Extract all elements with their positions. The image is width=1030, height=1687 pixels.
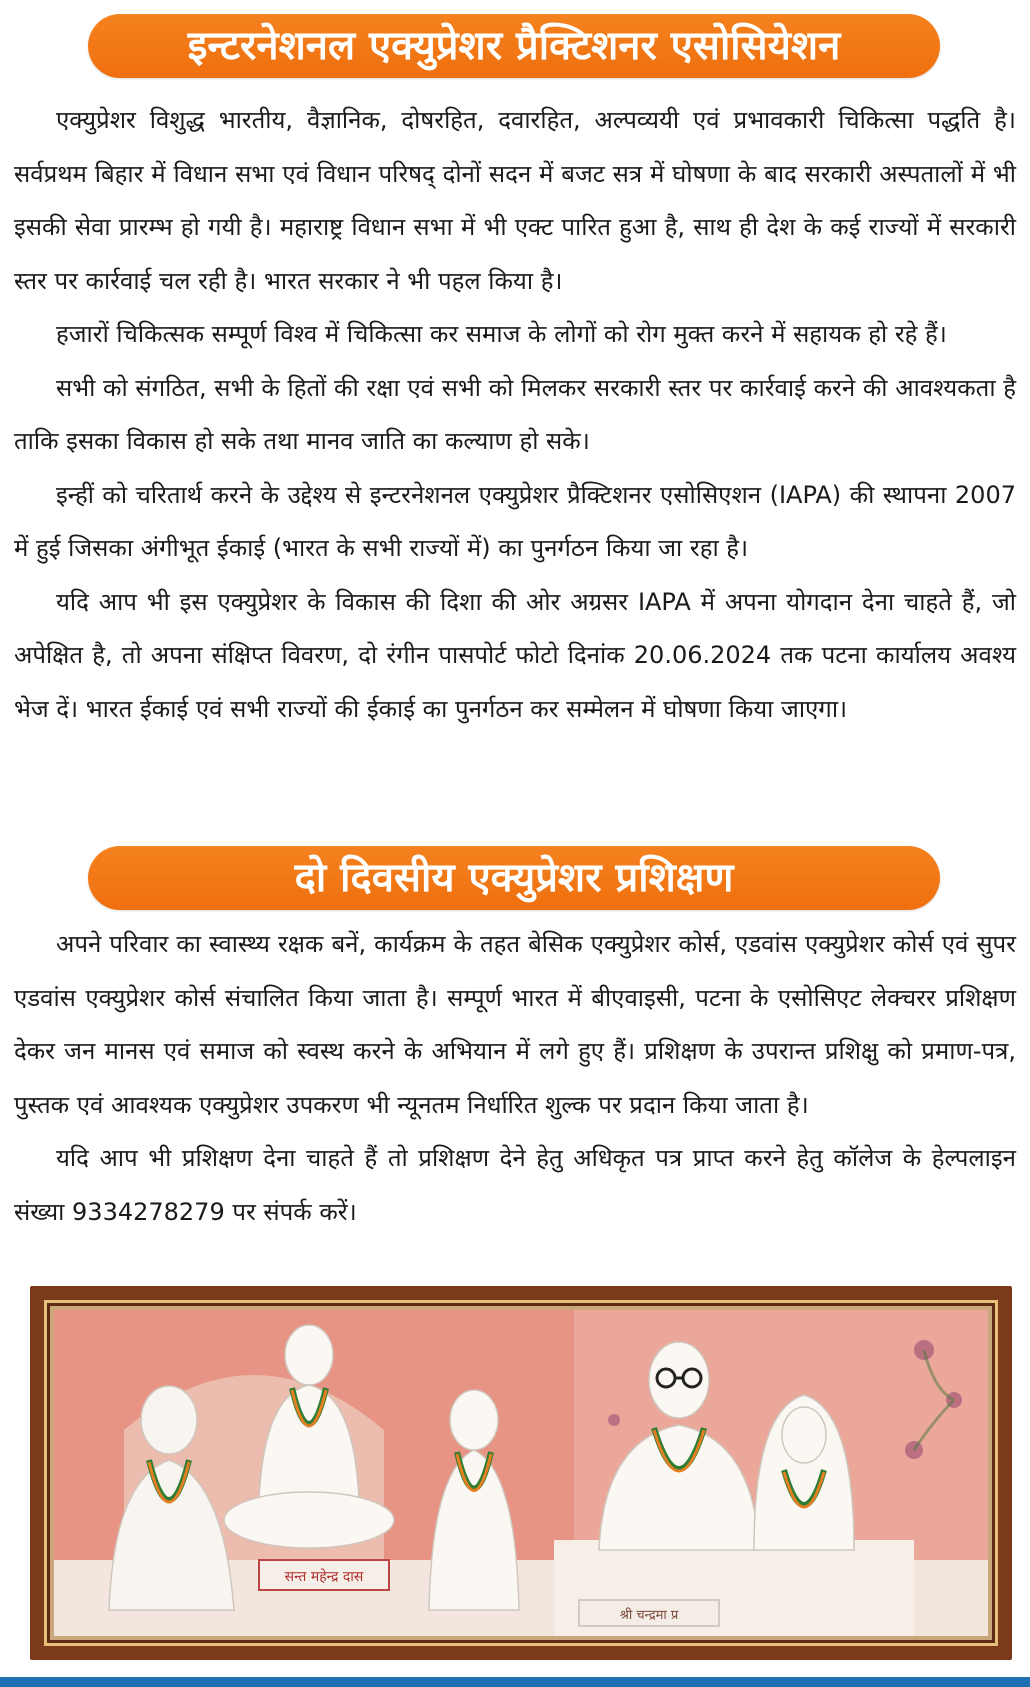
association-text xyxy=(14,94,1016,736)
paragraph: यदि आप भी इस एक्युप्रेशर के विकास की दिशा की ओर अग्रसर IAPA में अपना योगदान देना चाहते हैं, जो अपेक्षित है, तो अपना संक्षिप्त विवरण, दो रंगीन पासपोर्ट फोटो दिनांक 20.06.2024 तक पटना कार्यालय अवश्य भेज दें। भारत ईकाई एवं सभी राज्यों की ईकाई का पुनर्गठन कर सम्मेलन में घोषणा किया जाएगा। xyxy=(14,587,1016,723)
plaque-right-text: श्री चन्द्रमा प्र xyxy=(619,1608,679,1623)
paragraph: इन्हीं को चरितार्थ करने के उद्देश्य से इन्टरनेशनल एक्युप्रेशर प्रैक्टिशनर एसोसिएशन (IAPA) की स्थापना 2007 में हुई जिसका अंगीभूत ईकाई (भारत के सभी राज्यों में) का पुनर्गठन किया जा रहा है। xyxy=(14,480,1016,562)
paragraph: यदि आप भी प्रशिक्षण देना चाहते हैं तो प्रशिक्षण देने हेतु अधिकृत पत्र प्राप्त करने हेतु कॉलेज के हेल्पलाइन संख्या 9334278279 पर संपर्क करें। xyxy=(14,1144,1016,1226)
statues-photo xyxy=(30,1286,1012,1660)
paragraph: सभी को संगठित, सभी के हितों की रक्षा एवं सभी को मिलकर सरकारी स्तर पर कार्रवाई करने की आवश्यकता है ताकि इसका विकास हो सके तथा मानव जाति का कल्याण हो सके। xyxy=(14,373,1016,455)
section-heading-association: इन्टरनेशनल एक्युप्रेशर प्रैक्टिशनर एसोसियेशन xyxy=(88,14,940,78)
paragraph: एक्युप्रेशर विशुद्ध भारतीय, वैज्ञानिक, दोषरहित, दवारहित, अल्पव्ययी एवं प्रभावकारी चिकित्सा पद्धति है। सर्वप्रथम बिहार में विधान सभा एवं विधान परिषद् दोनों सदन में बजट सत्र में घोषणा के बाद सरकारी अस्पतालों में भी इसकी सेवा प्रारम्भ हो गयी है। महाराष्ट्र विधान सभा में भी एक्ट पारित हुआ है, साथ ही देश के कई राज्यों में सरकारी स्तर पर कार्रवाई चल रही है। भारत सरकार ने भी पहल किया है। xyxy=(14,106,1016,295)
statues-illustration xyxy=(54,1310,988,1636)
paragraph: अपने परिवार का स्वास्थ्य रक्षक बनें, कार्यक्रम के तहत बेसिक एक्युप्रेशर कोर्स, एडवांस एक्युप्रेशर कोर्स एवं सुपर एडवांस एक्युप्रेशर कोर्स संचालित किया जाता है। सम्पूर्ण भारत में बीएवाइसी, पटना के एसोसिएट लेक्चरर प्रशिक्षण देकर जन मानस एवं समाज को स्वस्थ करने के अभियान में लगे हुए हैं। प्रशिक्षण के उपरान्त प्रशिक्षु को प्रमाण-पत्र, पुस्तक एवं आवश्यक एक्युप्रेशर उपकरण भी न्यूनतम निर्धारित शुल्क पर प्रदान किया जाता है। xyxy=(14,930,1016,1119)
photo-content xyxy=(54,1310,988,1636)
paragraph: हजारों चिकित्सक सम्पूर्ण विश्व में चिकित्सा कर समाज के लोगों को रोग मुक्त करने में सहायक हो रहे हैं। xyxy=(56,320,947,348)
training-text xyxy=(14,918,1016,1239)
bottom-blue-bar xyxy=(0,1677,1030,1687)
plaque-left-text: सन्त महेन्द्र दास xyxy=(284,1569,364,1585)
section-heading-training: दो दिवसीय एक्युप्रेशर प्रशिक्षण xyxy=(88,846,940,910)
